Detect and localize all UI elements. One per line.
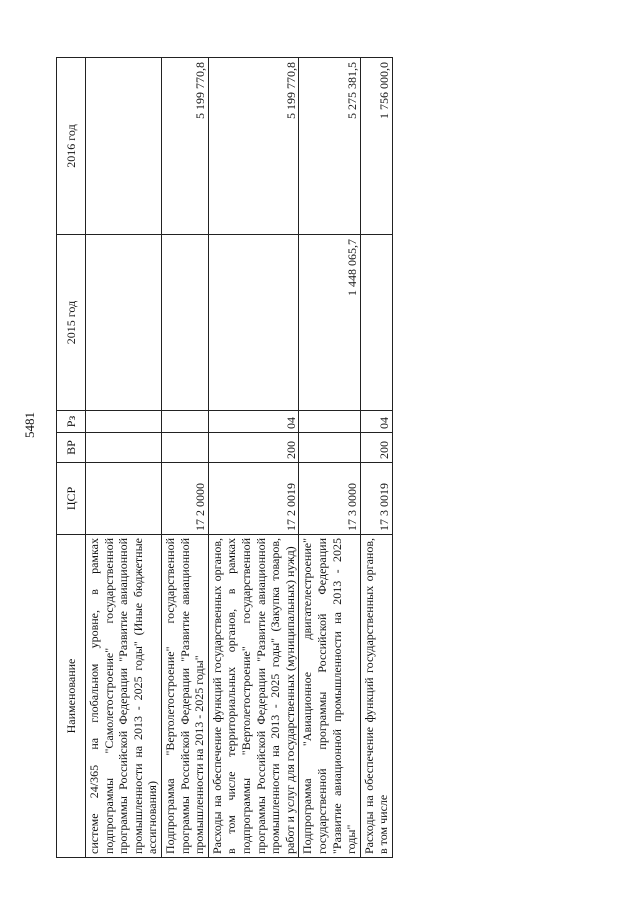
row-name: Расходы на обеспечение функций государственных органов, в том числе bbox=[360, 535, 392, 858]
row-rz bbox=[161, 411, 208, 433]
row-vr: 200 bbox=[360, 433, 392, 463]
row-2016: 1 756 000,0 bbox=[360, 58, 392, 235]
page-number: 5481 bbox=[22, 412, 37, 438]
row-vr bbox=[86, 433, 162, 463]
row-name: системе 24/365 на глобальном уровне, в рамках подпрограммы "Самолетостроение" государственной программы Российской Федерации "Развитие авиационной промышленности на 2013 - 2025 годы" (Иные бюджетные ассигнования) bbox=[86, 535, 162, 858]
row-csr: 17 3 0000 bbox=[299, 463, 360, 535]
row-vr bbox=[161, 433, 208, 463]
row-2016: 5 199 770,8 bbox=[161, 58, 208, 235]
col-vr-header: ВР bbox=[57, 433, 86, 463]
table-row bbox=[208, 58, 299, 858]
row-2015: 1 448 065,7 bbox=[299, 235, 360, 411]
row-name: Подпрограмма "Авиационное двигателестроение" государственной программы Российской Федерации "Развитие авиационной промышленности на 2013 - 2025 годы" bbox=[299, 535, 360, 858]
budget-table bbox=[56, 57, 393, 858]
row-rz: 04 bbox=[208, 411, 299, 433]
row-2016: 5 275 381,5 bbox=[299, 58, 360, 235]
col-2016-header: 2016 год bbox=[57, 58, 86, 235]
table-row bbox=[360, 58, 392, 858]
landscape-page bbox=[56, 58, 596, 858]
row-name: Расходы на обеспечение функций государственных органов, в том числе территориальных органов, в рамках подпрограммы "Вертолетостроение" государственной программы Российской Федерации "Развитие авиационной промышленности на 2013 - 2025 годы" (Закупка товаров, работ и услуг для государственных (муниципальных) нужд) bbox=[208, 535, 299, 858]
table-row bbox=[86, 58, 162, 858]
row-vr: 200 bbox=[208, 433, 299, 463]
row-2015 bbox=[161, 235, 208, 411]
row-2015 bbox=[208, 235, 299, 411]
table-header-row bbox=[57, 58, 86, 858]
row-2016 bbox=[86, 58, 162, 235]
row-rz bbox=[86, 411, 162, 433]
row-vr bbox=[299, 433, 360, 463]
table-row bbox=[299, 58, 360, 858]
row-rz: 04 bbox=[360, 411, 392, 433]
row-csr: 17 2 0000 bbox=[161, 463, 208, 535]
row-csr: 17 2 0019 bbox=[208, 463, 299, 535]
row-csr bbox=[86, 463, 162, 535]
row-csr: 17 3 0019 bbox=[360, 463, 392, 535]
table-row bbox=[161, 58, 208, 858]
row-2016: 5 199 770,8 bbox=[208, 58, 299, 235]
row-name: Подпрограмма "Вертолетостроение" государственной программы Российской Федерации "Развитие авиационной промышленности на 2013 - 2025 годы" bbox=[161, 535, 208, 858]
row-2015 bbox=[360, 235, 392, 411]
col-rz-header: Рз bbox=[57, 411, 86, 433]
col-name-header: Наименование bbox=[57, 535, 86, 858]
row-rz bbox=[299, 411, 360, 433]
row-2015 bbox=[86, 235, 162, 411]
col-csr-header: ЦСР bbox=[57, 463, 86, 535]
col-2015-header: 2015 год bbox=[57, 235, 86, 411]
